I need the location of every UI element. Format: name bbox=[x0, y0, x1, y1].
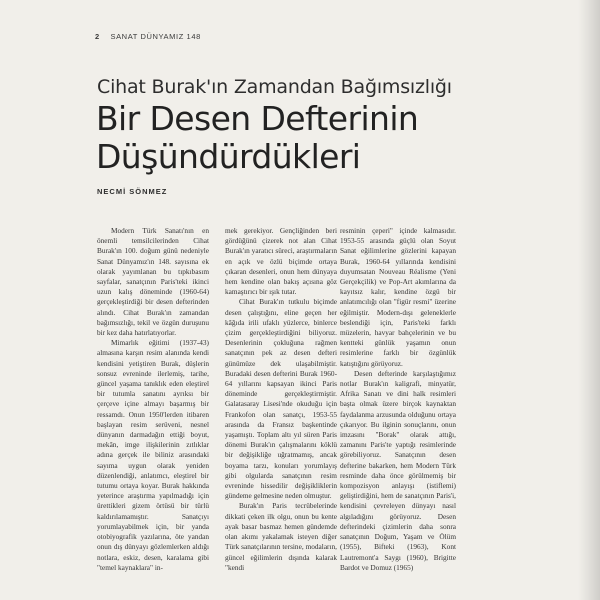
article-kicker: Cihat Burak'ın Zamandan Bağımsızlığı bbox=[97, 76, 452, 98]
paragraph: Modern Türk Sanatı'nın en önemli temsilcilerinden Cihat Burak'ın 100. doğum günü nedeniyle Sanat Dünyamız'ın 148. sayısına ek olarak yayımlanan bu tıpkıbasım sayfalar, sanatçının Paris'teki ikinci uzun kalış döneminde (1960-64) gerçekleştirdiği bir desen defterinden alındı. Cihat Burak'ın zamandan bağımsızlığı, tekil ve özgün duruşunu bir kez daha hatırlatıyorlar. bbox=[97, 226, 209, 338]
paragraph: Cihat Burak'ın tutkulu biçimde desen çalıştığını, eline geçen her kâğıda irili ufaklı yüzlerce, binlerce çizim gerçekleştirdiğini biliyoruz. Desenlerinin çokluğuna rağmen sanatçının pek az desen defteri günümüze dek ulaşabilmiştir. Buradaki desen defterini Burak 1960-64 yıllarını kapsayan ikinci Paris döneminde gerçekleştirmiştir. Galatasaray Lisesi'nde okuduğu için Frankofon olan sanatçı, 1953-55 arasında da Fransız başkentinde yaşamıştı. Toplam altı yıl süren Paris dönemi Burak'ın çalışmalarını köklü bir değişikliğe uğratmamış, ancak boyama tarzı, konuları yorumlayış gibi olgularda sanatçının resim evreninde hissedilir değişikliklerin gündeme gelmesine neden olmuştur. bbox=[225, 297, 337, 501]
running-header bbox=[95, 32, 201, 41]
text-column-3 bbox=[340, 226, 456, 573]
paragraph: mek gerekiyor. Gençliğinden beri gördüğünü çizerek not alan Cihat Burak'ın yaratıcı süreci, araştırmaların en açık ve özlü biçimde ortaya çıkaran desenleri, onun hem dünyaya hem kendine olan bakış açısına göz kamaştırıcı bir ışık tutar. bbox=[225, 226, 337, 297]
page-spine-shadow bbox=[578, 0, 600, 600]
paragraph: Mimarlık eğitimi (1937-43) almasına karşın resim alanında kendi kendisini yetiştiren Burak, düşlerin sonsuz evreninde ilerlemiş, tarihe, güncel yaşama tanıklık eden eleştirel bir tutumla sanatını ayrıksı bir çerçeve içine almayı başarmış bir ressamdı. Onun 1950'lerden itibaren başlayan resim serüveni, nesnel dünyanın darmadağın ettiği boyut, mekân, imge ilişkilerinin zıtlıklar adına gerçek ile biliniz arasındaki sayıma uygun olarak yeniden düzenlendiği, anlatımcı, eleştirel bir tutumu ortaya koyar. Burak hakkında yeterince araştırma yapılmadığı için ürettikleri gizem örtüsü bir türlü kaldırılamamıştır. Sanatçıyı yorumlayabilmek için, bir yanda otobiyografik yazılarına, öte yandan onun dış dünyayı gözlemlerken aldığı notlara, eskiz, desen, karalama gibi "temel kaynaklara" in- bbox=[97, 338, 209, 572]
page-number: 2 bbox=[95, 32, 100, 41]
paragraph: Desen defterinde karşılaştığımız notlar Burak'ın kaligrafi, minyatür, Afrika Sanatı ve dini halk resimleri başta olmak üzere birçok kaynaktan faydalanma arzusunda olduğunu ortaya çıkarıyor. Bu ilginin sonuçlarını, onun imzasını "Borak" olarak attığı, zamanını Paris'te yaptığı resimlerinde görebiliyoruz. Sanatçının desen defterine bakarken, hem Modern Türk resminde daha önce görülmemiş bir kompozisyon anlayışı (istiflemi) geliştirdiğini, hem de sanatçının Paris'i, kendisini çevreleyen dünyayı nasıl algıladığını görüyoruz. Desen defterindeki çizimlerin daha sonra sanatçının Doğum, Yaşam ve Ölüm (1955), Bifteki (1963), Kont Lautremont'a Saygı (1960), Brigitte Bardot ve Domuz (1965) bbox=[340, 368, 456, 572]
text-column-2 bbox=[225, 226, 337, 573]
article-author: NECMİ SÖNMEZ bbox=[97, 187, 168, 196]
article-title-line-1: Bir Desen Defterinin bbox=[96, 99, 419, 138]
text-column-1 bbox=[97, 226, 209, 573]
running-title: SANAT DÜNYAMIZ 148 bbox=[110, 32, 201, 41]
article-title bbox=[96, 100, 418, 176]
paragraph: resminin çeperi" içinde kalmasıdır. 1953-55 arasında güçlü olan Soyut Sanat eğilimlerine gözlerini kapayan Burak, 1960-64 yıllarında kendisini duyumsatan Nouveau Réalisme (Yeni Gerçekçilik) ve Pop-Art akımlarına da kayıtsız kalır, kendine özgü bir anlatımcılığı olan "figür resmi" üzerine eğilmiştir. Modern-dışı geleneklerle beslendiği için, Paris'teki farklı müzelerin, havyar bahçelerinin ve bu kentteki günlük yaşamın onun resimlerine farklı bir özgünlük katıştığını görüyoruz. bbox=[340, 226, 456, 368]
paragraph: Burak'ın Paris tecrübelerinde dikkati çeken ilk olgu, onun bu kente ayak basar basmaz hemen gündemde olan akımı yakalamak isteyen diğer Türk sanatçılarının tersine, modaların, güncel eğilimlerin dışında kalarak "kendi bbox=[225, 501, 337, 572]
article-title-line-2: Düşündürdükleri bbox=[96, 137, 361, 176]
